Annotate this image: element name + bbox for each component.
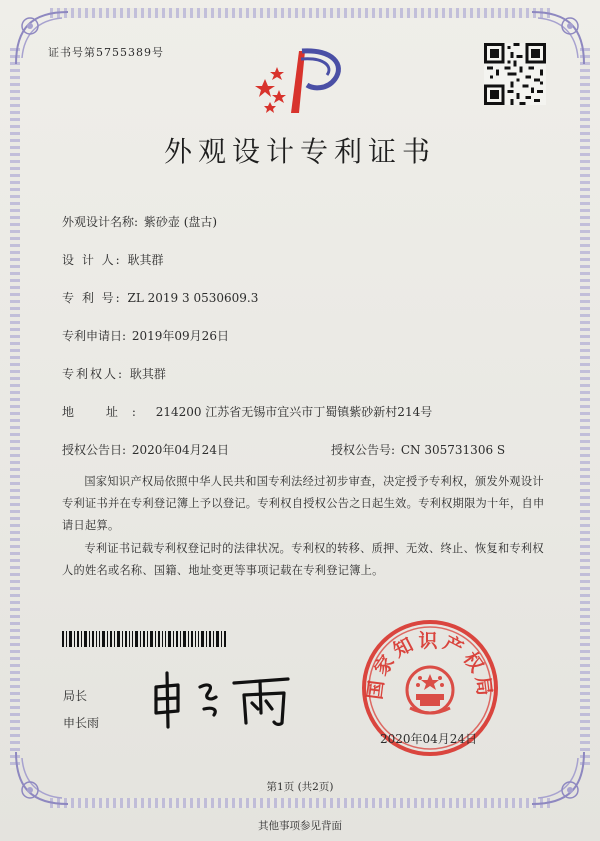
patentee-row	[62, 365, 166, 382]
patent-number-row	[62, 289, 258, 306]
designer-label: 设 计 人:	[62, 253, 122, 267]
director-title: 局长	[63, 689, 88, 703]
corner-ornament-icon	[528, 748, 588, 808]
barcode-icon	[62, 631, 228, 647]
design-name-row	[62, 213, 217, 230]
director-name: 申长雨	[63, 716, 100, 730]
national-emblem-icon	[407, 667, 453, 713]
announcement-date-value: 2020年04月24日	[131, 443, 229, 457]
seal-date: 2020年04月24日	[380, 732, 478, 746]
design-name-label: 外观设计名称:	[62, 215, 139, 229]
design-name-value: 紫砂壶 (盘古)	[143, 215, 218, 229]
seal-text: 国家知识产权局	[364, 629, 496, 701]
director-signature	[148, 665, 308, 730]
patent-number-value: ZL 2019 3 0530609.3	[127, 291, 259, 305]
announcement-date-row	[62, 441, 229, 458]
legal-status-paragraph: 专利证书记载专利权登记时的法律状况。专利权的转移、质押、无效、终止、恢复和专利权人的姓名或名称、国籍、地址变更等事项记载在专利登记簿上。	[62, 542, 544, 577]
announcement-number-label: 授权公告号:	[331, 443, 396, 457]
designer-row	[62, 251, 164, 268]
filing-date-label: 专利申请日:	[62, 329, 127, 343]
page-number: 第1页 (共2页)	[266, 781, 334, 793]
grant-paragraph: 国家知识产权局依照中华人民共和国专利法经过初步审查，决定授予专利权，颁发外观设计专利证书并在专利登记簿上予以登记。专利权自授权公告之日起生效。专利权期限为十年，自申请日起算。	[62, 475, 545, 532]
address-label: 地 址:	[62, 405, 150, 419]
qr-code-icon	[484, 43, 546, 105]
patent-office-logo-icon	[255, 45, 350, 115]
designer-value: 耿其群	[127, 253, 164, 267]
announcement-date-label: 授权公告日:	[62, 443, 127, 457]
patentee-label: 专利权人:	[62, 367, 125, 381]
announcement-number-row	[331, 441, 505, 458]
patent-number-label: 专 利 号:	[62, 291, 122, 305]
corner-ornament-icon	[12, 748, 72, 808]
footer-note: 其他事项参见背面	[258, 820, 342, 832]
filing-date-row	[62, 327, 229, 344]
filing-date-value: 2019年09月26日	[131, 329, 229, 343]
address-value: 214200 江苏省无锡市宜兴市丁蜀镇紫砂新村214号	[155, 405, 433, 419]
address-row	[62, 403, 432, 420]
certificate-number: 证书号第5755389号	[48, 46, 164, 59]
announcement-number-value: CN 305731306 S	[400, 443, 506, 457]
patentee-value: 耿其群	[129, 367, 166, 381]
certificate-title: 外观设计专利证书	[163, 135, 436, 168]
